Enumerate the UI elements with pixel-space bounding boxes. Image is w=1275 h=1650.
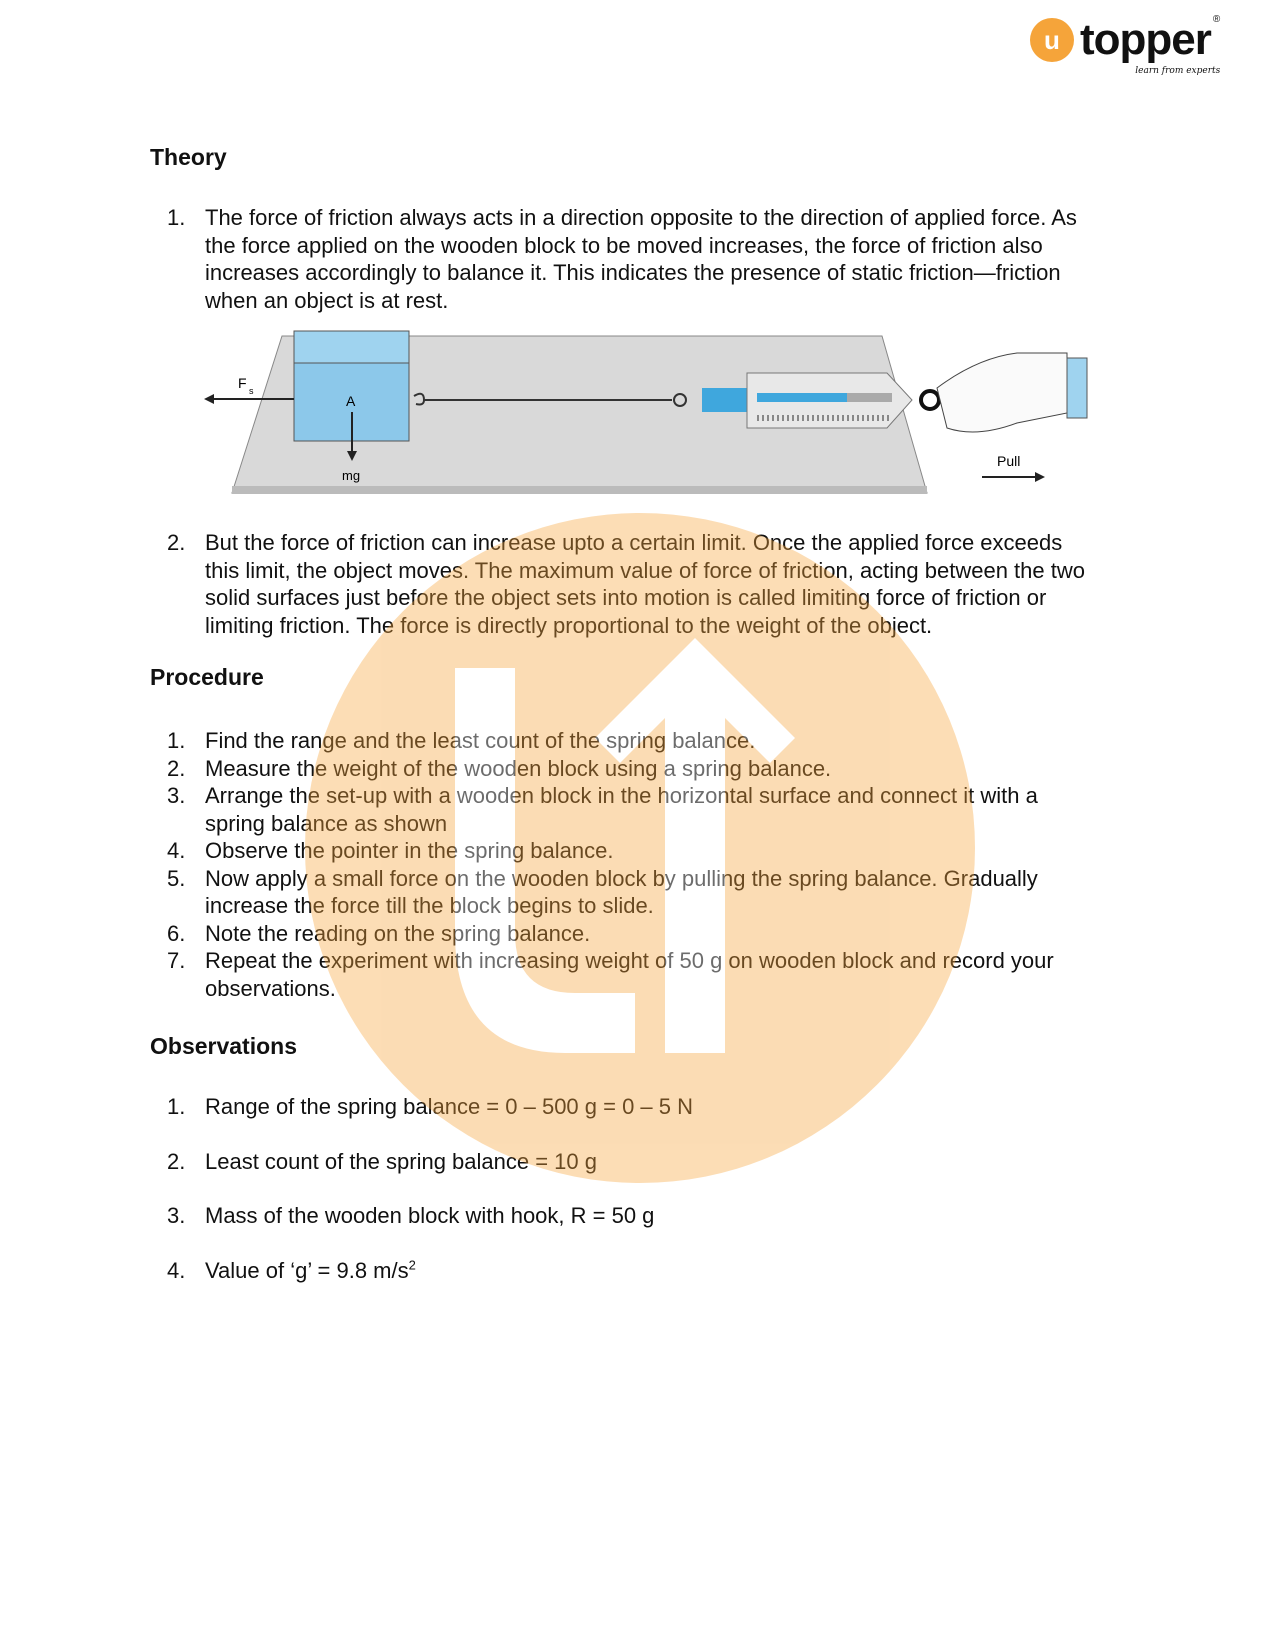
item-text: The force of friction always acts in a direction opposite to the direction of applied force. As the force applied on the wooden block to be moved increases, the force of friction also increases accordingly to balance it. This indicates the presence of static friction—friction when an object is at rest. [205,205,1077,313]
fs-subscript: s [249,386,254,396]
weight-label: mg [342,468,361,483]
list-item [150,727,1090,755]
list-item [150,1257,1090,1285]
document-body [150,143,1150,1311]
logo-text [1080,14,1220,77]
item-text: Measure the weight of the wooden block using a spring balance. [205,755,832,781]
hand-icon [937,353,1067,432]
friction-arrowhead [204,394,214,404]
item-number: 3. [167,783,186,808]
theory-list-continued [150,529,1090,639]
list-item [150,947,1090,1002]
item-text: Note the reading on the spring balance. [205,920,591,946]
item-text: Range of the spring balance = 0 – 500 g = 0 – 5 N [205,1094,694,1119]
item-number: 3. [167,1203,186,1228]
item-text: Least count of the spring balance = 10 g [205,1148,598,1174]
list-item [150,529,1090,639]
list-item [150,782,1090,837]
logo-row [1080,14,1220,66]
item-number: 2. [167,530,186,555]
item-text: Find the range and the least count of the spring balance. [205,728,756,753]
pull-arrowhead [1035,472,1045,482]
item-number: 4. [167,838,186,863]
item-text: Arrange the set-up with a wooden block in the horizontal surface and connect it with a spring balance as shown [205,783,1038,836]
balance-spring [847,393,892,402]
balance-indicator [757,393,847,402]
pull-label: Pull [997,453,1021,469]
list-item [150,837,1090,865]
item-number: 1. [167,1094,186,1119]
list-item [150,1148,1090,1176]
block-top [294,331,409,363]
item-text: But the force of friction can increase upto a certain limit. Once the applied force exceeds this limit, the object moves. The maximum value of force of friction, acting between the two solid surfaces just before the object sets into motion is called limiting force of friction or limiting friction. The force is directly proportional to the weight of the object. [205,530,1085,638]
theory-heading: Theory [150,144,227,170]
observations-list [150,1093,1090,1284]
item-text: Repeat the experiment with increasing weight of 50 g on wooden block and record your observations. [205,948,1054,1001]
item-number: 4. [167,1257,186,1283]
list-item [150,865,1090,920]
friction-diagram [202,328,1162,523]
logo-tagline: learn from experts [1135,66,1221,76]
item-number: 1. [167,205,186,230]
balance-piston [702,388,747,412]
list-item [150,755,1090,783]
superscript: 2 [408,1257,416,1273]
theory-list [150,204,1090,314]
procedure-heading: Procedure [150,664,264,690]
item-text: Observe the pointer in the spring balance. [205,838,614,863]
list-item [150,204,1090,314]
item-number: 1. [167,728,186,753]
sleeve [1067,358,1087,418]
topper-logo [1030,14,1220,77]
logo-word: topper [1080,15,1211,64]
item-number: 6. [167,920,186,946]
item-text: Now apply a small force on the wooden block by pulling the spring balance. Gradually increase the force till the block begins to slide. [205,865,1038,918]
observations-heading: Observations [150,1033,297,1059]
procedure-list [150,727,1090,1002]
fs-label: F [238,375,247,391]
registered-mark: ® [1212,14,1221,25]
item-number: 2. [167,1148,186,1174]
item-number: 7. [167,948,186,973]
item-text: Value of ‘g’ = 9.8 m/s [205,1257,409,1283]
surface-edge [232,486,927,494]
block-label: A [346,393,356,409]
list-item [150,920,1090,948]
list-item [150,1202,1090,1230]
balance-ring [921,391,939,409]
item-number: 2. [167,755,186,781]
item-text: Mass of the wooden block with hook, R = 50 g [205,1203,655,1228]
item-number: 5. [167,865,186,891]
list-item [150,1093,1090,1121]
logo-mark: u [1030,18,1074,62]
